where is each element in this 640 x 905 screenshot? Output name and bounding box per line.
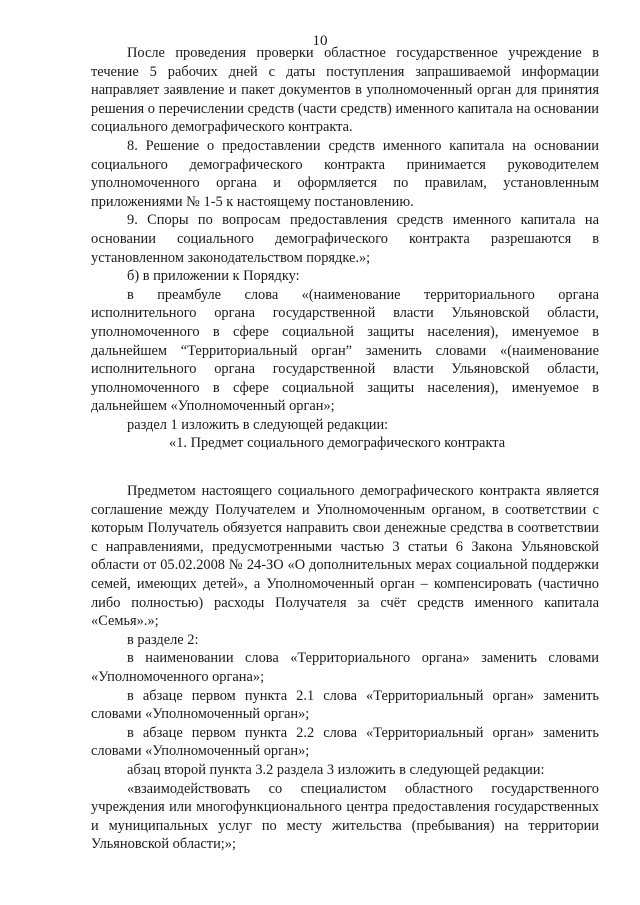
paragraph-contract-subject: Предметом настоящего социального демографического контракта является соглашение между Получателем и Уполномоченным органом, в соответствии с которым Получатель обязуется направить свои денежные средства в соответствии с направлениями, предусмотренными частью 3 статьи 6 Закона Ульяновской области от 05.02.2008 № 24-ЗО «О дополнительных мерах социальной поддержки семей, имеющих детей», а Уполномоченный орган – компенсировать (частично либо полностью) расходы Получателя за счёт средств именного капитала «Семья».»; — [91, 483, 599, 630]
paragraph-item-3-2-intro: абзац второй пункта 3.2 раздела 3 изложить в следующей редакции: — [127, 761, 545, 778]
document-body — [91, 44, 599, 854]
paragraph-item-2-1-change: в абзаце первом пункта 2.1 слова «Территориальный орган» заменить словами «Уполномоченный орган»; — [91, 687, 599, 723]
paragraph-item-8-decision: 8. Решение о предоставлении средств именного капитала на основании социального демографического контракта принимается руководителем уполномоченного органа и оформляется по правилам, установленным приложениями № 1-5 к настоящему постановлению. — [91, 137, 599, 210]
paragraph-item-2-2-change: в абзаце первом пункта 2.2 слова «Территориальный орган» заменить словами «Уполномоченный орган»; — [91, 724, 599, 760]
paragraph-item-9-disputes: 9. Споры по вопросам предоставления средств именного капитала на основании социального демографического контракта разрешаются в установленном законодательством порядке.»; — [91, 212, 599, 266]
paragraph-subitem-b: б) в приложении к Порядку: — [127, 268, 300, 285]
section-1-heading: «1. Предмет социального демографического контракта — [169, 435, 506, 452]
paragraph-section-1-intro: раздел 1 изложить в следующей редакции: — [127, 416, 389, 433]
paragraph-item-3-2-text: «взаимодействовать со специалистом областного государственного учреждения или многофункционального центра предоставления государственных и муниципальных услуг по месту жительства (пребывания) на территории Ульяновской области;»; — [91, 780, 599, 853]
paragraph-section-2-intro: в разделе 2: — [127, 631, 199, 648]
page-number: 10 — [312, 33, 328, 49]
paragraph-preamble-change: в преамбуле слова «(наименование территориального органа исполнительного органа государственной власти Ульяновской области, уполномоченного в сфере социальной защиты населения), именуемое в дальнейшем “Территориальный орган” заменить словами «(наименование исполнительного органа государственной власти Ульяновской области, уполномоченного в сфере социальной защиты населения), именуемое в дальнейшем «Уполномоченный орган»; — [91, 286, 599, 415]
paragraph-verification-procedure: После проведения проверки областное государственное учреждение в течение 5 рабочих дней с даты поступления запрашиваемой информации направляет заявление и пакет документов в уполномоченный орган для принятия решения о перечислении средств (части средств) именного капитала на основании социального демографического контракта. — [91, 45, 599, 136]
paragraph-section-2-title-change: в наименовании слова «Территориального органа» заменить словами «Уполномоченного органа»; — [91, 650, 599, 685]
